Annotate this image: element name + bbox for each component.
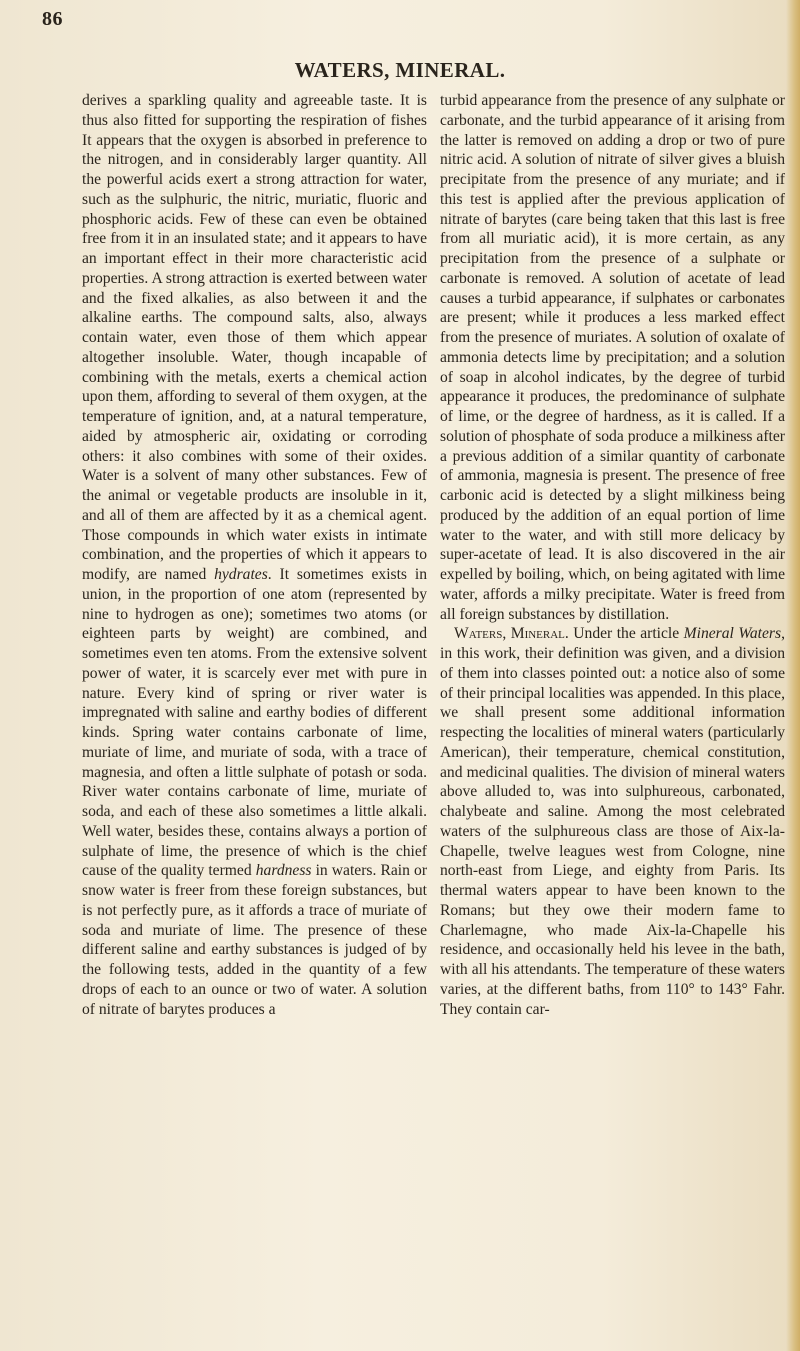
page-number: 86 [42, 8, 63, 30]
entry-heading: Waters, Mineral. [454, 625, 569, 643]
term-hydrates: hydrates [214, 566, 268, 583]
left-text-3: in waters. Rain or snow water is freer from these foreign substances, but is not perfectly pure, as it affords a trace of muriate of soda and muriate of lime. The presence of these different saline and earthy substances is judged of by the following tests, added in the quantity of a few drops of each to an ounce or two of water. A solution of nitrate of barytes produces a [82, 862, 428, 1018]
article-reference: Mineral Waters [683, 625, 782, 643]
right-paragraph-1: turbid appearance from the presence of any sulphate or carbonate, and the turbid appearance of it arising from the latter is removed on adding a drop or two of pure nitric acid. A solution of nitrate of silver gives a bluish precipitate from the presence of any muriate; and if this test is applied after the previous application of nitrate of barytes (care being taken that this last is free from all muriatic acid), it is more certain, as any precipitation from the presence of a sulphate or carbonate is removed. A solution of acetate of lead causes a turbid appearance, if sulphates or carbonates are present; while it produces a less marked effect from the presence of muriates. A solution of oxalate of ammonia detects lime by precipitation; and a solution of soap in alcohol indicates, by the degree of turbid appearance it produces, the predominance of sulphate of lime, or the degree of hardness, as it is called. If a solution of phosphate of soda produce a milkiness after a previous addition of a similar quantity of carbonate of ammonia, magnesia is present. The presence of free carbonic acid is detected by a slight milkiness being produced by the addition of an equal portion of lime water to the water, and with still more delicacy by super-acetate of lead. It is also discovered in the air expelled by boiling, which, on being agitated with lime water, affords a milky precipitate. Water is freed from all foreign substances by distillation. [440, 92, 785, 623]
left-column [82, 91, 427, 1019]
left-paragraph [82, 91, 427, 1019]
page-edge [786, 0, 800, 1351]
right-column [440, 91, 785, 1019]
left-text-2: . It sometimes exists in union, in the proportion of one atom (represented by nine to hydrogen as one); sometimes two atoms (or eighteen parts by weight) are combined, and sometimes even ten atoms. From the extensive solvent power of water, it is scarcely ever met with pure in nature. Every kind of spring or river water is impregnated with saline and earthy bodies of different kinds. Spring water contains carbonate of lime, muriate of lime, and muriate of soda, with a trace of magnesia, and often a little sulphate of potash or soda. River water contains carbonate of lime, muriate of soda, and each of these also sometimes a little alkali. Well water, besides these, contains always a portion of sulphate of lime, the presence of which is the chief cause of the quality termed [82, 566, 427, 880]
running-head: WATERS, MINERAL. [294, 58, 506, 82]
left-text-1: derives a sparkling quality and agreeable taste. It is thus also fitted for supporting the respiration of fishes It appears that the oxygen is absorbed in preference to the nitrogen, and in considerably larger quantity. All the powerful acids exert a strong attraction for water, such as the sulphuric, the nitric, muriatic, fluoric and phosphoric acids. Few of these can even be obtained free from it in an insulated state; and it appears to have an important effect in their more characteristic acid properties. A strong attraction is exerted between water and the fixed alkalies, as also between it and the alkaline earths. The compound salts, also, always contain water, even those of them which appear altogether insoluble. Water, though incapable of combining with the metals, exerts a chemical action upon them, affording to several of them oxygen, at the temperature of ignition, and, at a natural temperature, aided by atmospheric air, oxidating or corroding others: it also combines with some of their oxides. Water is a solvent of many other substances. Few of the animal or vegetable products are insoluble in it, and all of them are affected by it as a chemical agent. Those compounds in which water exists in intimate combination, and the properties of which it appears to modify, are named [82, 92, 427, 583]
term-hardness: hardness [255, 862, 312, 880]
right-text-1: Under the article [568, 625, 684, 643]
right-text-2: , in this work, their definition was given, and a division of them into classes pointed out: a notice also of some of their principal localities was appended. In this place, we shall present some additional information respecting the localities of mineral waters (particularly American), their temperature, chemical constitution, and medicinal qualities. The division of mineral waters above alluded to, was into sulphureous, carbonated, chalybeate and saline. Among the most celebrated waters of the sulphureous class are those of Aix-la-Chapelle, twelve leagues west from Cologne, nine north-east from Liege, and eighty from Paris. Its thermal waters appear to have been known to the Romans; but they owe their modern fame to Charlemagne, who made Aix-la-Chapelle his residence, and occasionally held his levee in the bath, with all his attendants. The temperature of these waters varies, at the different baths, from 110° to 143° Fahr. They contain car- [440, 625, 785, 1018]
right-paragraph-2 [440, 624, 785, 1019]
